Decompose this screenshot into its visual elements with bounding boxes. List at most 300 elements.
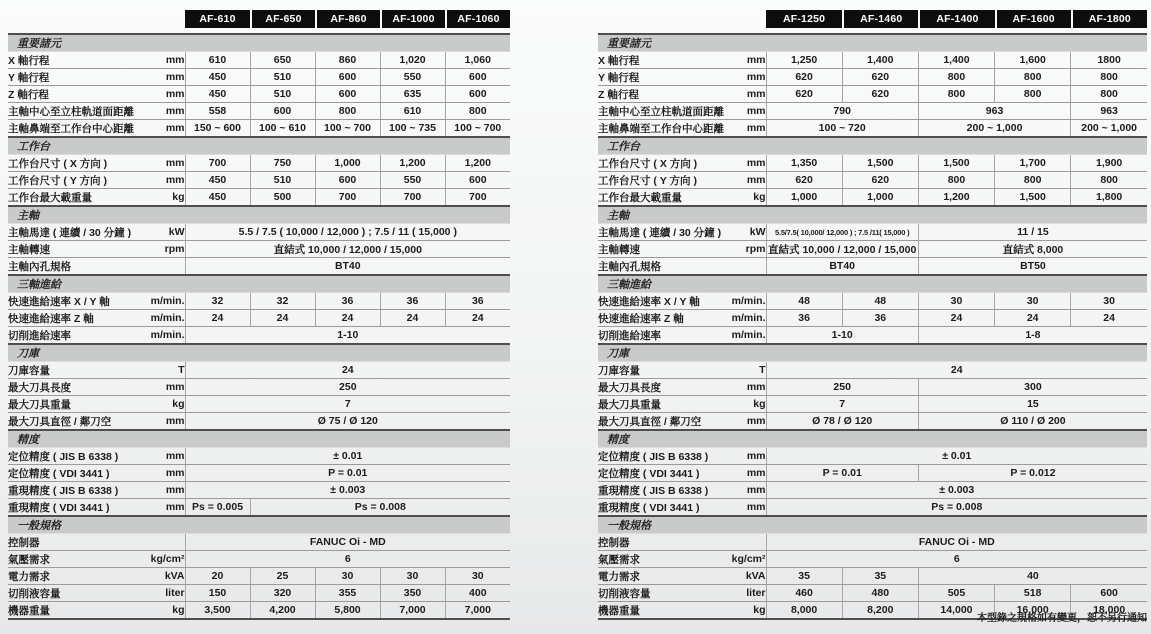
spec-value-cell: 1,200 — [918, 189, 994, 207]
spec-row-unit: mm — [730, 172, 766, 189]
spec-row-label: 機器重量 — [8, 602, 140, 620]
spec-row-label: 重現精度 ( JIS B 6338 ) — [8, 482, 140, 499]
spec-table — [598, 33, 1147, 620]
spec-value-cell: 6 — [766, 551, 1147, 568]
spec-row — [8, 155, 510, 172]
spec-row-unit: mm — [140, 155, 185, 172]
spec-row — [8, 310, 510, 327]
spec-value-cell: 1,060 — [445, 52, 510, 69]
spec-row-label: 最大刀具長度 — [598, 379, 730, 396]
spec-row — [598, 499, 1147, 517]
spec-row-label: 主軸鼻端至工作台中心距離 — [8, 120, 140, 138]
spec-value-cell: 1,500 — [995, 189, 1071, 207]
header-spacer — [598, 10, 766, 28]
model-header: AF-1800 — [1071, 10, 1147, 28]
spec-row — [598, 379, 1147, 396]
spec-value-cell: 1,200 — [380, 155, 445, 172]
spec-row-unit: kVA — [730, 568, 766, 585]
section-header: 精度 — [598, 430, 1147, 448]
spec-row-unit: mm — [140, 379, 185, 396]
spec-row — [8, 413, 510, 431]
spec-row-label: Z 軸行程 — [598, 86, 730, 103]
spec-row — [8, 258, 510, 276]
spec-value-cell: 518 — [995, 585, 1071, 602]
spec-value-cell: 36 — [380, 293, 445, 310]
spec-value-cell: 24 — [1071, 310, 1147, 327]
spec-value-cell: 直結式 10,000 / 12,000 / 15,000 — [185, 241, 510, 258]
spec-row — [8, 602, 510, 620]
spec-value-cell: Ps = 0.008 — [766, 499, 1147, 517]
model-header: AF-860 — [315, 10, 380, 28]
spec-value-cell: 620 — [842, 69, 918, 86]
model-header: AF-1250 — [766, 10, 842, 28]
spec-value-cell: 700 — [445, 189, 510, 207]
spec-value-cell: 1,020 — [380, 52, 445, 69]
spec-row — [8, 465, 510, 482]
spec-row-unit: mm — [730, 69, 766, 86]
section-row — [8, 34, 510, 52]
spec-row-label: 工作台尺寸 ( X 方向 ) — [8, 155, 140, 172]
spec-row-label: 氣壓需求 — [8, 551, 140, 568]
spec-row-unit: T — [140, 362, 185, 379]
spec-row — [8, 69, 510, 86]
spec-row — [598, 396, 1147, 413]
spec-table-left — [8, 10, 510, 620]
spec-value-cell: 620 — [766, 69, 842, 86]
section-header: 工作台 — [598, 137, 1147, 155]
model-header: AF-1400 — [918, 10, 994, 28]
spec-value-cell: 24 — [185, 310, 250, 327]
spec-row-unit: m/min. — [140, 293, 185, 310]
spec-row-unit: mm — [730, 482, 766, 499]
spec-value-cell: 1,200 — [445, 155, 510, 172]
spec-value-cell: 600 — [1071, 585, 1147, 602]
spec-value-cell: 558 — [185, 103, 250, 120]
spec-row — [8, 568, 510, 585]
spec-row-label: 切削液容量 — [8, 585, 140, 602]
spec-row-unit: liter — [730, 585, 766, 602]
spec-row — [598, 69, 1147, 86]
section-header: 主軸 — [598, 206, 1147, 224]
spec-row-label: 最大刀具直徑 / 鄰刀空 — [598, 413, 730, 431]
spec-value-cell: 15 — [918, 396, 1147, 413]
spec-value-cell: 48 — [766, 293, 842, 310]
spec-value-cell: 3,500 — [185, 602, 250, 620]
spec-row — [598, 258, 1147, 276]
spec-value-cell: 700 — [315, 189, 380, 207]
spec-value-cell: Ø 75 / Ø 120 — [185, 413, 510, 431]
spec-row-unit: mm — [140, 120, 185, 138]
spec-row — [598, 155, 1147, 172]
spec-value-cell: 36 — [842, 310, 918, 327]
spec-row-label: 切削液容量 — [598, 585, 730, 602]
spec-value-cell: 790 — [766, 103, 918, 120]
spec-row-label: Y 軸行程 — [598, 69, 730, 86]
spec-row-label: 快速進給速率 X / Y 軸 — [598, 293, 730, 310]
spec-row-unit: mm — [140, 499, 185, 517]
spec-row-label: 主軸中心至立柱軌道面距離 — [598, 103, 730, 120]
spec-row-label: 主軸內孔規格 — [598, 258, 730, 276]
spec-value-cell: 30 — [445, 568, 510, 585]
spec-row-label: 主軸轉速 — [598, 241, 730, 258]
spec-row-label: 工作台最大載重量 — [8, 189, 140, 207]
spec-row-unit: mm — [730, 413, 766, 431]
spec-value-cell: 610 — [185, 52, 250, 69]
spec-row-label: 工作台尺寸 ( X 方向 ) — [598, 155, 730, 172]
spec-table-right — [598, 10, 1147, 620]
spec-value-cell: 800 — [918, 172, 994, 189]
spec-row — [598, 448, 1147, 465]
spec-value-cell: 30 — [315, 568, 380, 585]
spec-row-label: 主軸轉速 — [8, 241, 140, 258]
spec-value-cell: 1,000 — [766, 189, 842, 207]
model-header-row — [598, 10, 1147, 28]
spec-value-cell: 1,500 — [918, 155, 994, 172]
spec-row-unit: m/min. — [730, 310, 766, 327]
spec-value-cell: 200 ~ 1,000 — [1071, 120, 1147, 138]
spec-row-label: 主軸內孔規格 — [8, 258, 140, 276]
spec-value-cell: 1,400 — [842, 52, 918, 69]
spec-value-cell: 620 — [766, 86, 842, 103]
spec-row-label: 快速進給速率 X / Y 軸 — [8, 293, 140, 310]
spec-row — [598, 103, 1147, 120]
section-row — [8, 516, 510, 534]
spec-row — [8, 224, 510, 241]
spec-value-cell: 1,250 — [766, 52, 842, 69]
spec-value-cell: 5.5 / 7.5 ( 10,000 / 12,000 ) ; 7.5 / 11 ( 15,000 ) — [185, 224, 510, 241]
spec-value-cell: Ø 110 / Ø 200 — [918, 413, 1147, 431]
spec-row-label: 工作台最大載重量 — [598, 189, 730, 207]
spec-value-cell: 150 — [185, 585, 250, 602]
spec-value-cell: 600 — [315, 86, 380, 103]
spec-row-label: 最大刀具直徑 / 鄰刀空 — [8, 413, 140, 431]
spec-value-cell: 355 — [315, 585, 380, 602]
spec-row-label: 工作台尺寸 ( Y 方向 ) — [598, 172, 730, 189]
spec-row-label: 工作台尺寸 ( Y 方向 ) — [8, 172, 140, 189]
spec-row-unit: mm — [730, 465, 766, 482]
spec-row-label: Z 軸行程 — [8, 86, 140, 103]
spec-row — [8, 499, 510, 517]
spec-row-label: 切削進給速率 — [598, 327, 730, 345]
spec-row-unit: mm — [140, 103, 185, 120]
spec-row-unit: kg — [730, 602, 766, 620]
spec-row — [8, 241, 510, 258]
footer-note: 本型錄之規格如有變更，恕不另行通知 — [977, 613, 1147, 624]
spec-value-cell: 7 — [766, 396, 918, 413]
spec-value-cell: 450 — [185, 86, 250, 103]
spec-value-cell: 16,000 — [995, 602, 1071, 620]
spec-value-cell: 32 — [250, 293, 315, 310]
spec-value-cell: 300 — [918, 379, 1147, 396]
spec-value-cell: 510 — [250, 69, 315, 86]
spec-value-cell: ± 0.003 — [185, 482, 510, 499]
spec-value-cell: 24 — [995, 310, 1071, 327]
spec-value-cell: 800 — [1071, 86, 1147, 103]
spec-value-cell: 510 — [250, 86, 315, 103]
spec-value-cell: 1,500 — [842, 155, 918, 172]
model-header: AF-1060 — [445, 10, 510, 28]
section-row — [8, 430, 510, 448]
spec-row — [8, 86, 510, 103]
spec-value-cell: 1,400 — [918, 52, 994, 69]
spec-row — [8, 448, 510, 465]
section-row — [8, 344, 510, 362]
spec-row-label: 刀庫容量 — [8, 362, 140, 379]
spec-row-label: 定位精度 ( VDI 3441 ) — [598, 465, 730, 482]
section-header: 刀庫 — [598, 344, 1147, 362]
spec-row — [598, 310, 1147, 327]
spec-value-cell: 100 ~ 700 — [315, 120, 380, 138]
spec-value-cell: 800 — [918, 69, 994, 86]
spec-row-label: 快速進給速率 Z 軸 — [598, 310, 730, 327]
spec-value-cell: 250 — [766, 379, 918, 396]
spec-value-cell: 600 — [315, 172, 380, 189]
spec-row-unit: mm — [730, 52, 766, 69]
spec-row — [8, 120, 510, 138]
spec-value-cell: 6 — [185, 551, 510, 568]
section-row — [8, 206, 510, 224]
spec-row-unit: mm — [140, 86, 185, 103]
section-header: 重要諸元 — [598, 34, 1147, 52]
spec-row-unit: mm — [140, 172, 185, 189]
spec-row-unit: mm — [140, 69, 185, 86]
spec-value-cell: 620 — [766, 172, 842, 189]
spec-value-cell: 150 ~ 600 — [185, 120, 250, 138]
section-header: 刀庫 — [8, 344, 510, 362]
spec-value-cell: 1800 — [1071, 52, 1147, 69]
spec-row-label: 主軸中心至立柱軌道面距離 — [8, 103, 140, 120]
spec-row-unit: mm — [730, 155, 766, 172]
spec-value-cell: 7,000 — [445, 602, 510, 620]
spec-row — [598, 224, 1147, 241]
spec-value-cell: 963 — [918, 103, 1070, 120]
section-row — [8, 275, 510, 293]
spec-value-cell: 1,800 — [1071, 189, 1147, 207]
spec-row-label: 控制器 — [598, 534, 730, 551]
spec-row — [8, 482, 510, 499]
spec-row — [8, 172, 510, 189]
spec-value-cell: 30 — [380, 568, 445, 585]
spec-row — [8, 52, 510, 69]
spec-value-cell: 460 — [766, 585, 842, 602]
spec-value-cell: 14,000 — [918, 602, 994, 620]
model-header: AF-1600 — [995, 10, 1071, 28]
spec-row-unit: mm — [730, 103, 766, 120]
spec-value-cell: 600 — [315, 69, 380, 86]
section-header: 主軸 — [8, 206, 510, 224]
spec-value-cell: 直結式 8,000 — [918, 241, 1147, 258]
spec-row — [598, 241, 1147, 258]
spec-value-cell: 700 — [185, 155, 250, 172]
spec-row — [598, 551, 1147, 568]
spec-row — [8, 189, 510, 207]
spec-value-cell: 963 — [1071, 103, 1147, 120]
spec-row-unit: m/min. — [730, 293, 766, 310]
spec-row-label: 機器重量 — [598, 602, 730, 620]
spec-row-unit: kW — [730, 224, 766, 241]
spec-row-unit: rpm — [730, 241, 766, 258]
spec-value-cell: 700 — [380, 189, 445, 207]
spec-row — [598, 172, 1147, 189]
spec-value-cell: 24 — [250, 310, 315, 327]
spec-value-cell: Ps = 0.005 — [185, 499, 250, 517]
spec-row-unit: kg/cm² — [140, 551, 185, 568]
section-header: 三軸進給 — [598, 275, 1147, 293]
spec-row — [8, 103, 510, 120]
spec-value-cell: 200 ~ 1,000 — [918, 120, 1070, 138]
spec-value-cell: 480 — [842, 585, 918, 602]
spec-value-cell: 100 ~ 720 — [766, 120, 918, 138]
spec-row-label: 最大刀具長度 — [8, 379, 140, 396]
spec-row-label: 定位精度 ( VDI 3441 ) — [8, 465, 140, 482]
spec-value-cell: 860 — [315, 52, 380, 69]
spec-value-cell: Ø 78 / Ø 120 — [766, 413, 918, 431]
section-row — [598, 34, 1147, 52]
spec-row — [598, 120, 1147, 138]
spec-value-cell: 8,200 — [842, 602, 918, 620]
spec-row-unit: mm — [140, 448, 185, 465]
spec-value-cell: 11 / 15 — [918, 224, 1147, 241]
spec-value-cell: 30 — [1071, 293, 1147, 310]
spec-row-unit: liter — [140, 585, 185, 602]
spec-value-cell: 100 ~ 700 — [445, 120, 510, 138]
spec-row-label: Y 軸行程 — [8, 69, 140, 86]
spec-row — [598, 568, 1147, 585]
spec-value-cell: 800 — [995, 172, 1071, 189]
spec-value-cell: 100 ~ 610 — [250, 120, 315, 138]
spec-value-cell: 800 — [995, 69, 1071, 86]
spec-row-unit: rpm — [140, 241, 185, 258]
spec-value-cell: 35 — [842, 568, 918, 585]
spec-row-unit: kg — [140, 602, 185, 620]
spec-value-cell: 30 — [995, 293, 1071, 310]
spec-row-label: 主軸馬達 ( 連續 / 30 分鐘 ) — [8, 224, 140, 241]
spec-row — [598, 413, 1147, 431]
spec-value-cell: 100 ~ 735 — [380, 120, 445, 138]
spec-value-cell: Ps = 0.008 — [250, 499, 510, 517]
spec-row-label: 電力需求 — [8, 568, 140, 585]
spec-row-unit: m/min. — [730, 327, 766, 345]
spec-row-unit: m/min. — [140, 310, 185, 327]
spec-row — [598, 189, 1147, 207]
spec-value-cell: 8,000 — [766, 602, 842, 620]
model-header: AF-650 — [250, 10, 315, 28]
spec-value-cell: FANUC Oi - MD — [185, 534, 510, 551]
section-row — [598, 275, 1147, 293]
spec-row — [8, 585, 510, 602]
spec-value-cell: 505 — [918, 585, 994, 602]
spec-row-unit: kW — [140, 224, 185, 241]
spec-row-unit: T — [730, 362, 766, 379]
spec-row-label: 最大刀具重量 — [8, 396, 140, 413]
spec-value-cell: 1,000 — [315, 155, 380, 172]
spec-value-cell: 24 — [918, 310, 994, 327]
spec-row — [598, 362, 1147, 379]
model-header: AF-1460 — [842, 10, 918, 28]
spec-value-cell: 650 — [250, 52, 315, 69]
spec-row-unit: kg/cm² — [730, 551, 766, 568]
spec-value-cell: 1,600 — [995, 52, 1071, 69]
spec-value-cell: 1,700 — [995, 155, 1071, 172]
spec-value-cell: 直結式 10,000 / 12,000 / 15,000 — [766, 241, 918, 258]
spec-row-label: 最大刀具重量 — [598, 396, 730, 413]
spec-value-cell: 600 — [250, 103, 315, 120]
spec-row-label: X 軸行程 — [598, 52, 730, 69]
spec-value-cell: 400 — [445, 585, 510, 602]
section-row — [598, 137, 1147, 155]
spec-row-unit — [140, 534, 185, 551]
spec-row — [8, 379, 510, 396]
spec-row — [8, 551, 510, 568]
spec-value-cell: 1,350 — [766, 155, 842, 172]
spec-row-unit: mm — [730, 120, 766, 138]
spec-value-cell: 600 — [445, 86, 510, 103]
spec-value-cell: 24 — [185, 362, 510, 379]
spec-row-label: 重現精度 ( VDI 3441 ) — [598, 499, 730, 517]
spec-row-unit: mm — [730, 448, 766, 465]
spec-row-label: 控制器 — [8, 534, 140, 551]
spec-value-cell: 320 — [250, 585, 315, 602]
spec-value-cell: 600 — [445, 172, 510, 189]
spec-value-cell: P = 0.01 — [766, 465, 918, 482]
spec-value-cell: 800 — [315, 103, 380, 120]
spec-value-cell: 450 — [185, 172, 250, 189]
spec-row-unit: kg — [730, 396, 766, 413]
spec-row-label: 切削進給速率 — [8, 327, 140, 345]
spec-row-label: 刀庫容量 — [598, 362, 730, 379]
spec-row — [598, 585, 1147, 602]
spec-value-cell: 500 — [250, 189, 315, 207]
spec-value-cell: 800 — [918, 86, 994, 103]
spec-row-label: X 軸行程 — [8, 52, 140, 69]
spec-value-cell: FANUC Oi - MD — [766, 534, 1147, 551]
spec-value-cell: 5.5/7.5( 10,000/ 12,000 ) ; 7.5 /11( 15,000 ) — [766, 224, 918, 241]
spec-row-unit: mm — [140, 52, 185, 69]
spec-row — [598, 482, 1147, 499]
spec-row-unit: mm — [730, 379, 766, 396]
spec-value-cell: 5,800 — [315, 602, 380, 620]
spec-row — [598, 86, 1147, 103]
spec-row-unit: mm — [140, 482, 185, 499]
spec-row-unit: mm — [140, 413, 185, 431]
spec-value-cell: 24 — [766, 362, 1147, 379]
spec-value-cell: ± 0.01 — [185, 448, 510, 465]
spec-row-unit — [140, 258, 185, 276]
spec-value-cell: P = 0.012 — [918, 465, 1147, 482]
spec-row-unit: mm — [730, 499, 766, 517]
spec-value-cell: 1-8 — [918, 327, 1147, 345]
spec-value-cell: 350 — [380, 585, 445, 602]
spec-value-cell: 1,000 — [842, 189, 918, 207]
spec-row-unit: kg — [140, 396, 185, 413]
spec-value-cell: 7 — [185, 396, 510, 413]
spec-value-cell: 550 — [380, 172, 445, 189]
spec-value-cell: ± 0.01 — [766, 448, 1147, 465]
spec-value-cell: 40 — [918, 568, 1147, 585]
spec-value-cell: 36 — [766, 310, 842, 327]
spec-value-cell: 635 — [380, 86, 445, 103]
section-row — [8, 137, 510, 155]
section-row — [598, 206, 1147, 224]
spec-value-cell: BT50 — [918, 258, 1147, 276]
spec-row-unit: kg — [140, 189, 185, 207]
spec-value-cell: 1-10 — [766, 327, 918, 345]
header-spacer — [8, 10, 185, 28]
spec-value-cell: 550 — [380, 69, 445, 86]
spec-value-cell: P = 0.01 — [185, 465, 510, 482]
section-row — [598, 516, 1147, 534]
spec-row — [8, 327, 510, 345]
